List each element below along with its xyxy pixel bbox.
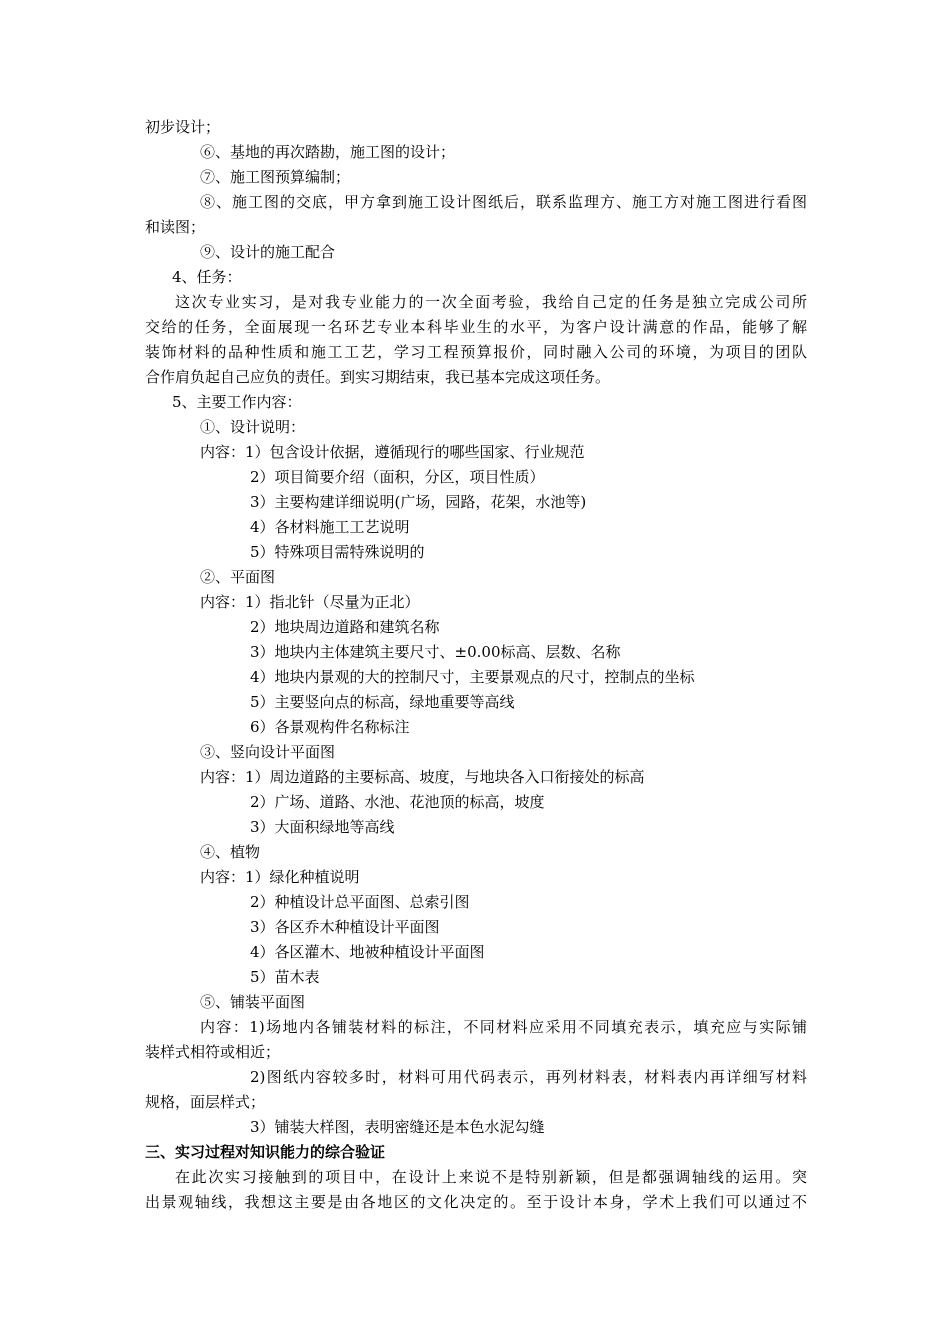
paragraph-line: 出景观轴线，我想这主要是由各地区的文化决定的。至于设计本身，学术上我们可以通过不 bbox=[145, 1193, 807, 1211]
section-paving: ⑤、铺装平面图 bbox=[200, 993, 306, 1011]
text-line-11: 合作肩负起自己应负的责任。到实习期结束，我已基本完成这项任务。 bbox=[145, 368, 611, 386]
list-item: 4）各区灌木、地被种植设计平面图 bbox=[250, 943, 485, 961]
list-item: 6）各景观构件名称标注 bbox=[250, 718, 410, 736]
list-item: 3）主要构建详细说明(广场，园路，花架，水池等) bbox=[250, 493, 587, 511]
list-item: 内容：1）指北针（尽量为正北） bbox=[200, 593, 420, 611]
heading-task: 4、任务： bbox=[172, 268, 242, 286]
section-vertical-design: ③、竖向设计平面图 bbox=[200, 743, 336, 761]
list-item: 4）地块内景观的大的控制尺寸，主要景观点的尺寸，控制点的坐标 bbox=[250, 668, 695, 686]
text-line-8: 这次专业实习，是对我专业能力的一次全面考验，我给自己定的任务是独立完成公司所 bbox=[175, 293, 807, 311]
section-plants: ④、植物 bbox=[200, 843, 261, 861]
list-item: 4）各材料施工工艺说明 bbox=[250, 518, 410, 536]
list-item-continued: 规格，面层样式； bbox=[145, 1093, 266, 1111]
list-item: 2）项目简要介绍（面积，分区，项目性质） bbox=[250, 468, 545, 486]
text-line-6: ⑨、设计的施工配合 bbox=[200, 243, 336, 261]
text-line-5: 和读图； bbox=[145, 218, 206, 236]
list-item: 2）地块周边道路和建筑名称 bbox=[250, 618, 440, 636]
text-line-3: ⑦、施工图预算编制； bbox=[200, 168, 351, 186]
list-item: 5）主要竖向点的标高，绿地重要等高线 bbox=[250, 693, 515, 711]
list-item: 3）地块内主体建筑主要尺寸、±0.00标高、层数、名称 bbox=[250, 643, 621, 661]
list-item: 3）各区乔木种植设计平面图 bbox=[250, 918, 440, 936]
list-item: 内容：1)场地内各铺装材料的标注，不同材料应采用不同填充表示，填充应与实际铺 bbox=[200, 1018, 807, 1036]
list-item: 3）铺装大样图，表明密缝还是本色水泥勾缝 bbox=[250, 1118, 545, 1136]
list-item: 2）种植设计总平面图、总索引图 bbox=[250, 893, 470, 911]
list-item: 2)图纸内容较多时，材料可用代码表示，再列材料表，材料表内再详细写材料 bbox=[250, 1068, 807, 1086]
text-line-4: ⑧、施工图的交底，甲方拿到施工设计图纸后，联系监理方、施工方对施工图进行看图 bbox=[200, 193, 807, 211]
list-item: 5）苗木表 bbox=[250, 968, 320, 986]
list-item: 2）广场、道路、水池、花池顶的标高，坡度 bbox=[250, 793, 545, 811]
heading-main-work: 5、主要工作内容： bbox=[172, 393, 302, 411]
list-item: 内容：1）包含设计依据，遵循现行的哪些国家、行业规范 bbox=[200, 443, 585, 461]
list-item: 内容：1）周边道路的主要标高、坡度，与地块各入口衔接处的标高 bbox=[200, 768, 645, 786]
text-line-9: 交给的任务，全面展现一名环艺专业本科毕业生的水平，为客户设计满意的作品，能够了解 bbox=[145, 318, 807, 336]
list-item: 内容：1）绿化种植说明 bbox=[200, 868, 360, 886]
section-heading-3: 三、实习过程对知识能力的综合验证 bbox=[145, 1143, 386, 1161]
list-item-continued: 装样式相符或相近； bbox=[145, 1043, 281, 1061]
text-line-10: 装饰材料的品种性质和施工工艺，学习工程预算报价，同时融入公司的环境，为项目的团队 bbox=[145, 343, 807, 361]
text-line-1: 初步设计； bbox=[145, 118, 221, 136]
section-plan: ②、平面图 bbox=[200, 568, 276, 586]
list-item: 5）特殊项目需特殊说明的 bbox=[250, 543, 425, 561]
list-item: 3）大面积绿地等高线 bbox=[250, 818, 395, 836]
paragraph-line: 在此次实习接触到的项目中，在设计上来说不是特别新颖，但是都强调轴线的运用。突 bbox=[175, 1168, 807, 1186]
text-line-2: ⑥、基地的再次踏勘，施工图的设计； bbox=[200, 143, 456, 161]
section-design-notes: ①、设计说明： bbox=[200, 418, 306, 436]
